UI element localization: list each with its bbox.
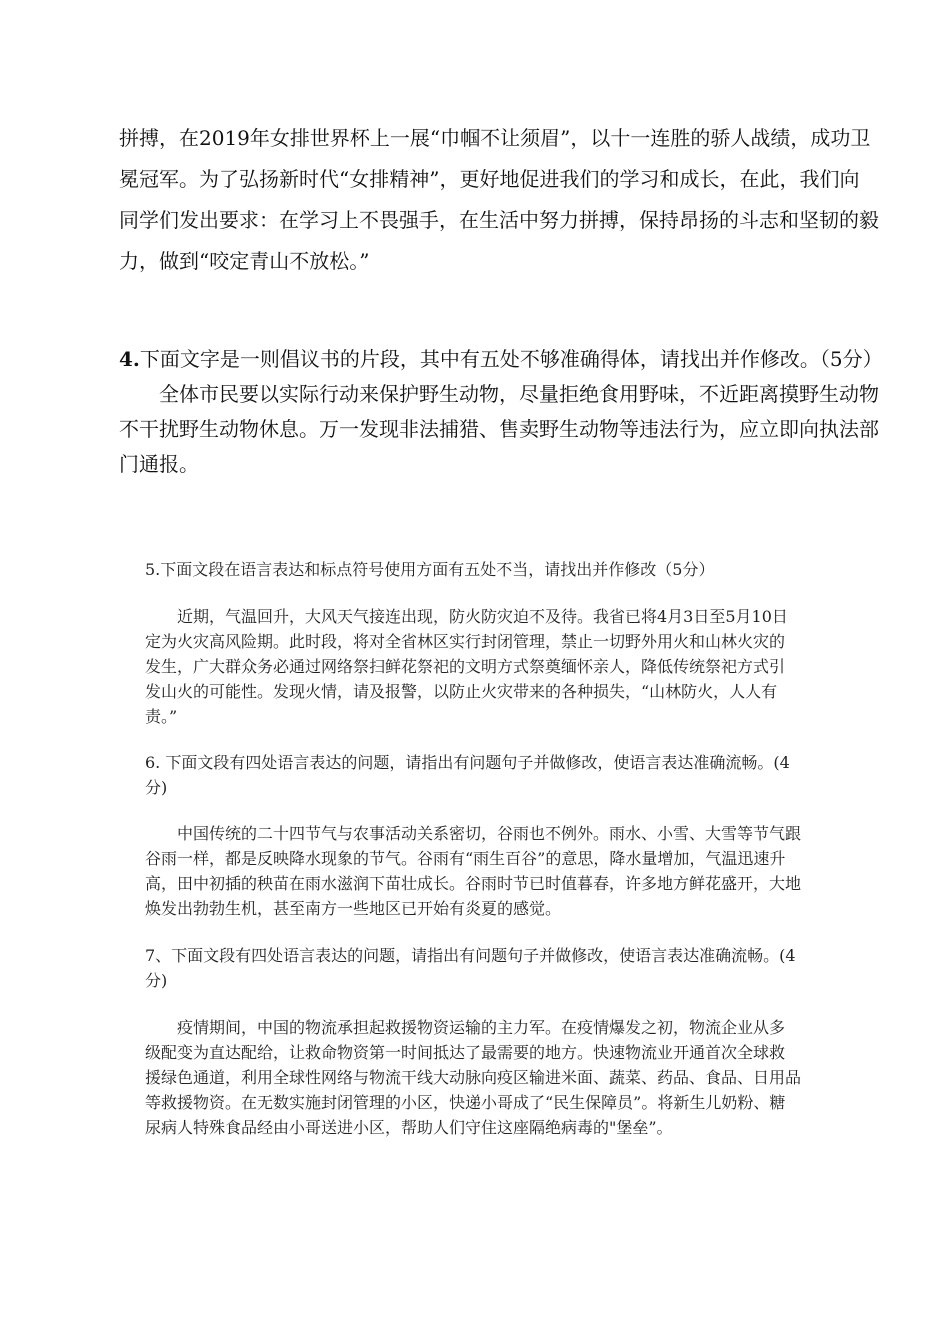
question-4-line: 全体市民要以实际行动来保护野生动物，尽量拒绝食用野味，不近距离摸野生动物 xyxy=(159,382,879,406)
question-7-line: 等救援物资。在无数实施封闭管理的小区，快递小哥成了“民生保障员”。将新生儿奶粉、糖 xyxy=(145,1093,786,1112)
question-7-prompt: 分) xyxy=(145,971,168,990)
question-7-line: 援绿色通道，利用全球性网络与物流干线大动脉向疫区输进米面、蔬菜、药品、食品、日用品 xyxy=(145,1068,802,1087)
question-7-prompt: 7、下面文段有四处语言表达的问题，请指出有问题句子并做修改，使语言表达准确流畅。(4 xyxy=(145,946,796,965)
question-5-line: 责。” xyxy=(145,707,178,726)
question-5-line: 发生，广大群众务必通过网络祭扫鲜花祭祀的文明方式祭奠缅怀亲人，降低传统祭祀方式引 xyxy=(145,657,786,676)
question-4-line: 不干扰野生动物休息。万一发现非法捕猎、售卖野生动物等违法行为，应立即向执法部 xyxy=(119,417,879,441)
question-5-line: 定为火灾高风险期。此时段，将对全省林区实行封闭管理，禁止一切野外用火和山林火灾的 xyxy=(145,632,786,651)
question-4-line: 门通报。 xyxy=(119,452,199,476)
question-6-line: 谷雨一样，都是反映降水现象的节气。谷雨有“雨生百谷”的意思，降水量增加，气温迅速升 xyxy=(145,849,786,868)
intro-line: 同学们发出要求：在学习上不畏强手，在生活中努力拼搏，保持昂扬的斗志和坚韧的毅 xyxy=(119,208,879,232)
question-7-line: 尿病人特殊食品经由小哥送进小区，帮助人们守住这座隔绝病毒的"堡垒”。 xyxy=(145,1118,673,1137)
question-6-prompt: 6. 下面文段有四处语言表达的问题，请指出有问题句子并做修改，使语言表达准确流畅。(4 xyxy=(145,753,790,772)
question-number: 4. xyxy=(119,347,140,371)
question-6-line: 中国传统的二十四节气与农事活动关系密切，谷雨也不例外。雨水、小雪、大雪等节气跟 xyxy=(177,824,802,843)
question-6-line: 高，田中初插的秧苗在雨水滋润下苗壮成长。谷雨时节已时值暮春，许多地方鲜花盛开，大地 xyxy=(145,874,802,893)
question-7-line: 级配变为直达配给，让救命物资第一时间抵达了最需要的地方。快速物流业开通首次全球救 xyxy=(145,1043,786,1062)
question-5-line: 发山火的可能性。发现火情，请及报警，以防止火灾带来的各种损失，“山林防火，人人有 xyxy=(145,682,778,701)
question-4-prompt xyxy=(119,343,883,372)
intro-line: 冕冠军。为了弘扬新时代“女排精神”，更好地促进我们的学习和成长，在此，我们向 xyxy=(119,167,860,191)
question-5-line: 近期，气温回升，大风天气接连出现，防火防灾迫不及待。我省已将4月3日至5月10日 xyxy=(177,607,788,626)
question-5-prompt: 5.下面文段在语言表达和标点符号使用方面有五处不当，请找出并作修改（5分） xyxy=(145,560,715,579)
question-7-line: 疫情期间，中国的物流承担起救援物资运输的主力军。在疫情爆发之初，物流企业从多 xyxy=(177,1018,786,1037)
intro-line: 力，做到“咬定青山不放松。” xyxy=(119,249,370,273)
question-4-prompt-text: 下面文字是一则倡议书的片段，其中有五处不够准确得体，请找出并作修改。（5分） xyxy=(139,347,883,371)
question-6-prompt: 分) xyxy=(145,778,168,797)
question-6-line: 焕发出勃勃生机，甚至南方一些地区已开始有炎夏的感觉。 xyxy=(145,899,562,918)
intro-line: 拼搏，在2019年女排世界杯上一展“巾帼不让须眉”，以十一连胜的骄人战绩，成功卫 xyxy=(119,126,871,150)
